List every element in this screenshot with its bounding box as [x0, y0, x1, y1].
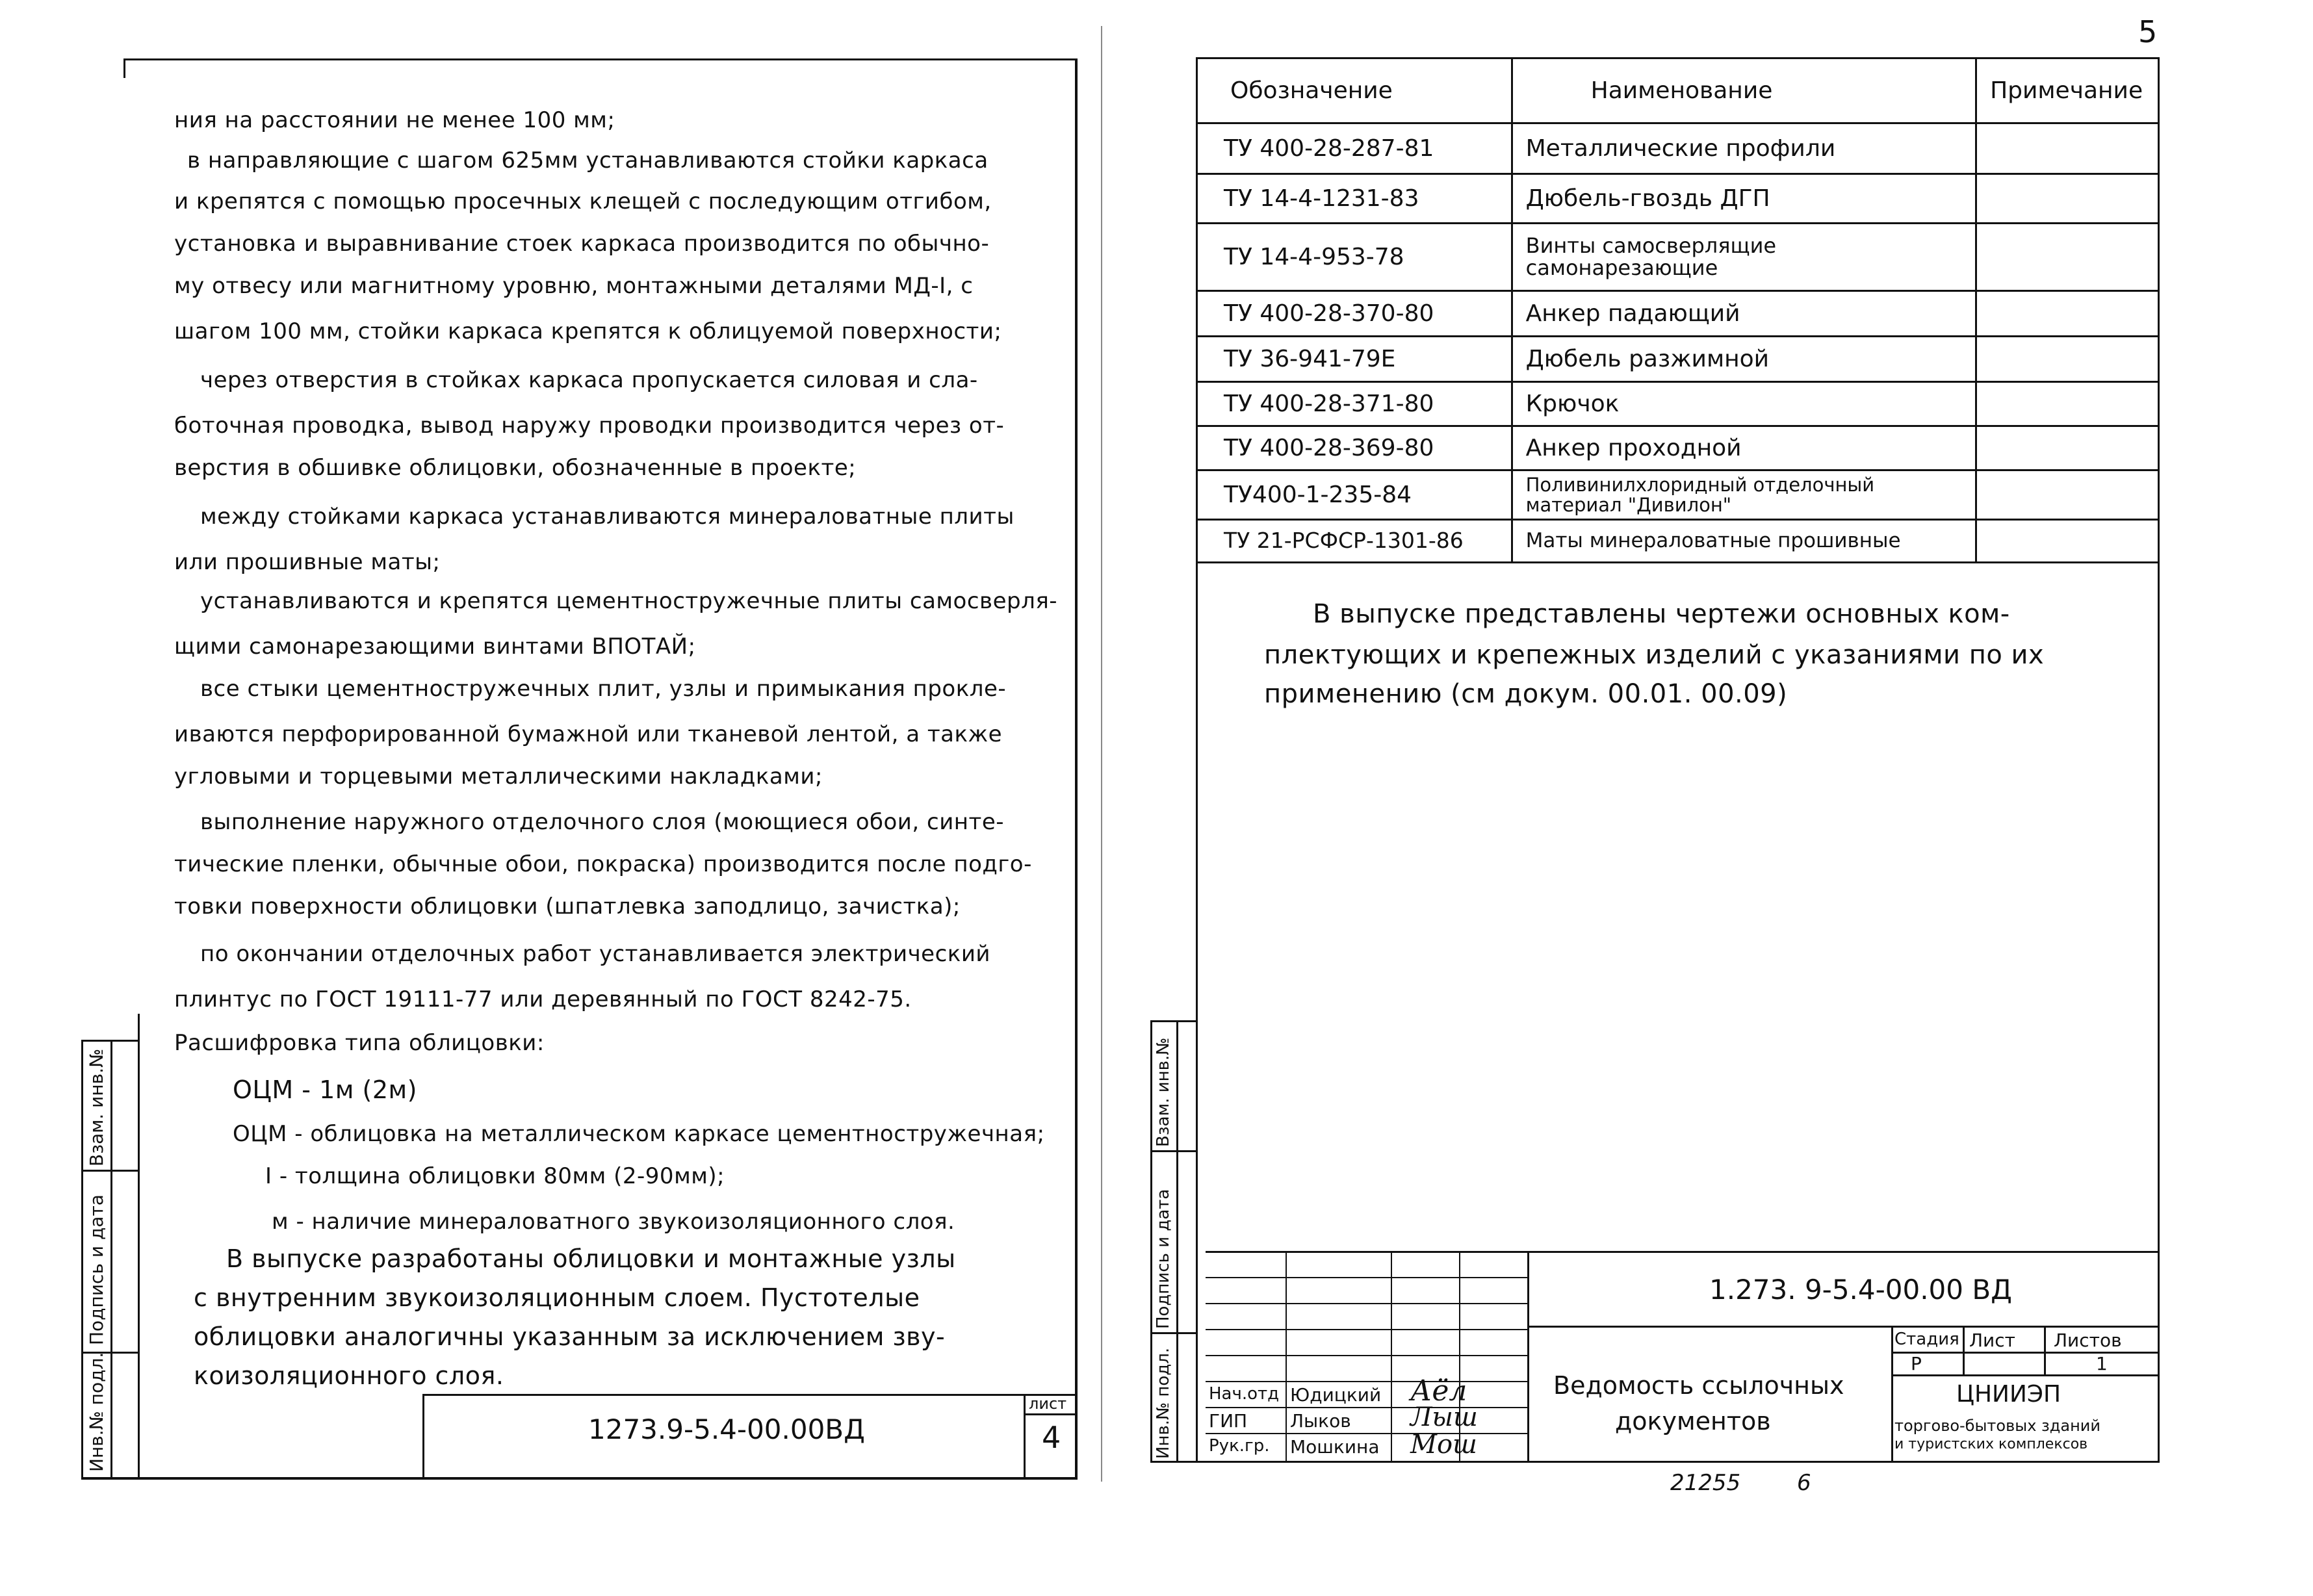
cell-note — [1976, 123, 2159, 174]
role-label: ГИП — [1209, 1410, 1248, 1432]
role-signature: Лыш — [1410, 1402, 1478, 1432]
table-row — [1197, 174, 2159, 224]
cell-designation: ТУ400-1-235-84 — [1197, 470, 1512, 520]
table-header-row — [1197, 58, 2159, 123]
sig-grid-row — [1206, 1433, 1527, 1434]
body-line: устанавливаются и крепятся цементностружечные плиты самосверля- — [200, 588, 1058, 614]
table-row — [1197, 470, 2159, 520]
body-line: Расшифровка типа облицовки: — [174, 1030, 545, 1056]
stamp-org-line2: торгово-бытовых зданий — [1894, 1417, 2100, 1435]
page-number: 5 — [2138, 14, 2158, 49]
stamp-sheets-value: 1 — [2096, 1353, 2108, 1374]
body-line: и крепятся с помощью просечных клещей с последующим отгибом, — [174, 188, 992, 214]
left-sheet-number: 4 — [1042, 1420, 1061, 1455]
table-row — [1197, 382, 2159, 426]
body-line: тические пленки, обычные обои, покраска) производится после подго- — [174, 851, 1032, 877]
body-line: В выпуске разработаны облицовки и монтажные узлы — [226, 1244, 956, 1273]
table-row — [1197, 291, 2159, 337]
table-row — [1197, 123, 2159, 174]
body-line: между стойками каркаса устанавливаются минераловатные плиты — [200, 504, 1014, 530]
role-label: Рук.гр. — [1209, 1436, 1270, 1456]
right-side-strip-top — [1150, 1020, 1198, 1022]
stamp-stage-value: Р — [1911, 1353, 1922, 1374]
body-line: выполнение наружного отделочного слоя (моющиеся обои, синте- — [200, 809, 1005, 835]
body-line: все стыки цементностружечных плит, узлы и примыкания прокле- — [200, 676, 1007, 702]
cell-designation: ТУ 400-28-287-81 — [1197, 123, 1512, 174]
cell-note — [1976, 426, 2159, 470]
note-line: В выпуске представлены чертежи основных ком- — [1313, 599, 2010, 629]
body-line: через отверстия в стойках каркаса пропускается силовая и сла- — [200, 367, 978, 393]
stamp-org-divider — [1891, 1326, 1893, 1462]
cell-note — [1976, 382, 2159, 426]
body-line: щими самонарезающими винтами ВПОТАЙ; — [174, 634, 696, 660]
role-name: Мошкина — [1290, 1436, 1380, 1458]
cell-designation: ТУ 36-941-79Е — [1197, 337, 1512, 382]
right-side-strip-inner — [1176, 1020, 1178, 1462]
left-side-label-sign: Подпись и дата — [86, 1194, 107, 1345]
table-row — [1197, 224, 2159, 291]
stamp-mid — [1527, 1326, 2160, 1328]
cell-name: Поливинилхлоридный отделочный материал "Дивилон" — [1512, 470, 1976, 520]
body-line: боточная проводка, вывод наружу проводки производится через от- — [174, 413, 1005, 439]
table-row — [1197, 520, 2159, 563]
body-line: товки поверхности облицовки (шпатлевка заподлицо, зачистка); — [174, 894, 961, 920]
role-signature: Аёл — [1410, 1374, 1467, 1408]
cell-designation: ТУ 400-28-370-80 — [1197, 291, 1512, 337]
cell-name: Маты минераловатные прошивные — [1512, 520, 1976, 563]
header-name: Наименование — [1512, 58, 1976, 123]
left-side-label-inv: Инв.№ подл. — [86, 1352, 107, 1472]
sig-grid-row — [1206, 1303, 1527, 1304]
cell-name: Винты самосверлящие самонарезающие — [1512, 224, 1976, 291]
body-line: ния на расстоянии не менее 100 мм; — [174, 107, 615, 133]
header-designation: Обозначение — [1197, 58, 1512, 123]
right-side-label-sign: Подпись и дата — [1154, 1189, 1173, 1329]
sig-grid-row — [1206, 1277, 1527, 1278]
sig-grid-col2 — [1391, 1251, 1392, 1462]
cell-note — [1976, 291, 2159, 337]
right-frame-bottom — [1150, 1461, 2160, 1463]
cell-name: Металлические профили — [1512, 123, 1976, 174]
stamp-org-line3: и туристских комплексов — [1894, 1436, 2088, 1452]
body-line: верстия в обшивке облицовки, обозначенные в проекте; — [174, 455, 857, 481]
footer-format: 6 — [1797, 1470, 1811, 1496]
stamp-stage-row-line2 — [1891, 1374, 2160, 1376]
stamp-stage-col2 — [2044, 1326, 2046, 1374]
role-signature: Мош — [1410, 1430, 1477, 1460]
table-row — [1197, 426, 2159, 470]
body-line: ОЦМ - 1м (2м) — [233, 1075, 417, 1104]
stamp-stage-label: Стадия — [1894, 1330, 1959, 1349]
body-line: в направляющие с шагом 625мм устанавливаются стойки каркаса — [187, 148, 989, 174]
stamp-sheets-label: Листов — [2054, 1330, 2122, 1351]
note-line: применению (см докум. 00.01. 00.09) — [1264, 679, 1788, 709]
body-line: му отвесу или магнитному уровню, монтажными деталями МД-I, с — [174, 273, 974, 299]
body-line: установка и выравнивание стоек каркаса производится по обычно- — [174, 231, 990, 257]
cell-name: Анкер проходной — [1512, 426, 1976, 470]
stamp-stage-col1 — [1963, 1326, 1965, 1374]
cell-note — [1976, 470, 2159, 520]
stamp-title-line1: Ведомость ссылочных — [1553, 1371, 1844, 1400]
body-line: по окончании отделочных работ устанавливается электрический — [200, 941, 991, 967]
stamp-title-line2: документов — [1615, 1407, 1771, 1435]
right-side-strip-div2 — [1150, 1332, 1198, 1334]
body-line: коизоляционного слоя. — [194, 1361, 504, 1390]
sig-grid-row — [1206, 1381, 1527, 1382]
cell-designation: ТУ 400-28-369-80 — [1197, 426, 1512, 470]
cell-name: Дюбель разжимной — [1512, 337, 1976, 382]
cell-name: Дюбель-гвоздь ДГП — [1512, 174, 1976, 224]
stamp-org-line1: ЦНИИЭП — [1956, 1381, 2061, 1408]
cell-note — [1976, 224, 2159, 291]
right-side-strip-outer — [1150, 1020, 1152, 1462]
body-line: ОЦМ - облицовка на металлическом каркасе цементностружечная; — [233, 1121, 1045, 1147]
cell-name: Анкер падающий — [1512, 291, 1976, 337]
stamp-left-col-divider — [1527, 1251, 1529, 1462]
stamp-stage-row-line — [1891, 1352, 2160, 1354]
role-label: Нач.отд — [1209, 1384, 1280, 1404]
left-document-code: 1273.9-5.4-00.00ВД — [588, 1413, 865, 1445]
sig-grid-col1 — [1286, 1251, 1287, 1462]
cell-designation: ТУ 21-РСФСР-1301-86 — [1197, 520, 1512, 563]
right-side-label-inv: Инв.№ подл. — [1154, 1347, 1173, 1459]
cell-designation: ТУ 400-28-371-80 — [1197, 382, 1512, 426]
note-line: плектующих и крепежных изделий с указаниями по их — [1264, 640, 2045, 670]
table-row — [1197, 337, 2159, 382]
footer-archive-number: 21255 — [1670, 1470, 1741, 1496]
body-line: иваются перфорированной бумажной или тканевой лентой, а также — [174, 721, 1003, 747]
body-line: облицовки аналогичны указанным за исключением зву- — [194, 1322, 946, 1351]
left-side-label-replace: Взам. инв.№ — [86, 1048, 107, 1166]
cell-designation: ТУ 14-4-1231-83 — [1197, 174, 1512, 224]
right-side-strip-div1 — [1150, 1150, 1198, 1152]
stamp-top — [1206, 1251, 2160, 1253]
body-line: I - толщина облицовки 80мм (2-90мм); — [265, 1163, 725, 1189]
cell-note — [1976, 337, 2159, 382]
stamp-sheet-label: Лист — [1969, 1330, 2015, 1351]
reference-table — [1196, 57, 2160, 563]
body-line: или прошивные маты; — [174, 549, 441, 575]
body-line: шагом 100 мм, стойки каркаса крепятся к облицуемой поверхности; — [174, 318, 1002, 344]
body-line: с внутренним звукоизоляционным слоем. Пустотелые — [194, 1283, 920, 1312]
body-line: плинтус по ГОСТ 19111-77 или деревянный по ГОСТ 8242-75. — [174, 986, 912, 1012]
left-sheet-label: лист — [1029, 1395, 1067, 1413]
cell-designation: ТУ 14-4-953-78 — [1197, 224, 1512, 291]
role-name: Юдицкий — [1290, 1384, 1382, 1406]
cell-note — [1976, 520, 2159, 563]
role-name: Лыков — [1290, 1410, 1351, 1432]
body-line: угловыми и торцевыми металлическими накладками; — [174, 764, 823, 790]
sig-grid-row — [1206, 1329, 1527, 1330]
header-note: Примечание — [1976, 58, 2159, 123]
stamp-document-code: 1.273. 9-5.4-00.00 ВД — [1709, 1274, 2012, 1306]
cell-name: Крючок — [1512, 382, 1976, 426]
right-side-label-replace: Взам. инв.№ — [1154, 1037, 1173, 1147]
sig-grid-row — [1206, 1407, 1527, 1408]
sig-grid-row — [1206, 1355, 1527, 1356]
body-line: м - наличие минераловатного звукоизоляционного слоя. — [272, 1209, 955, 1235]
cell-note — [1976, 174, 2159, 224]
